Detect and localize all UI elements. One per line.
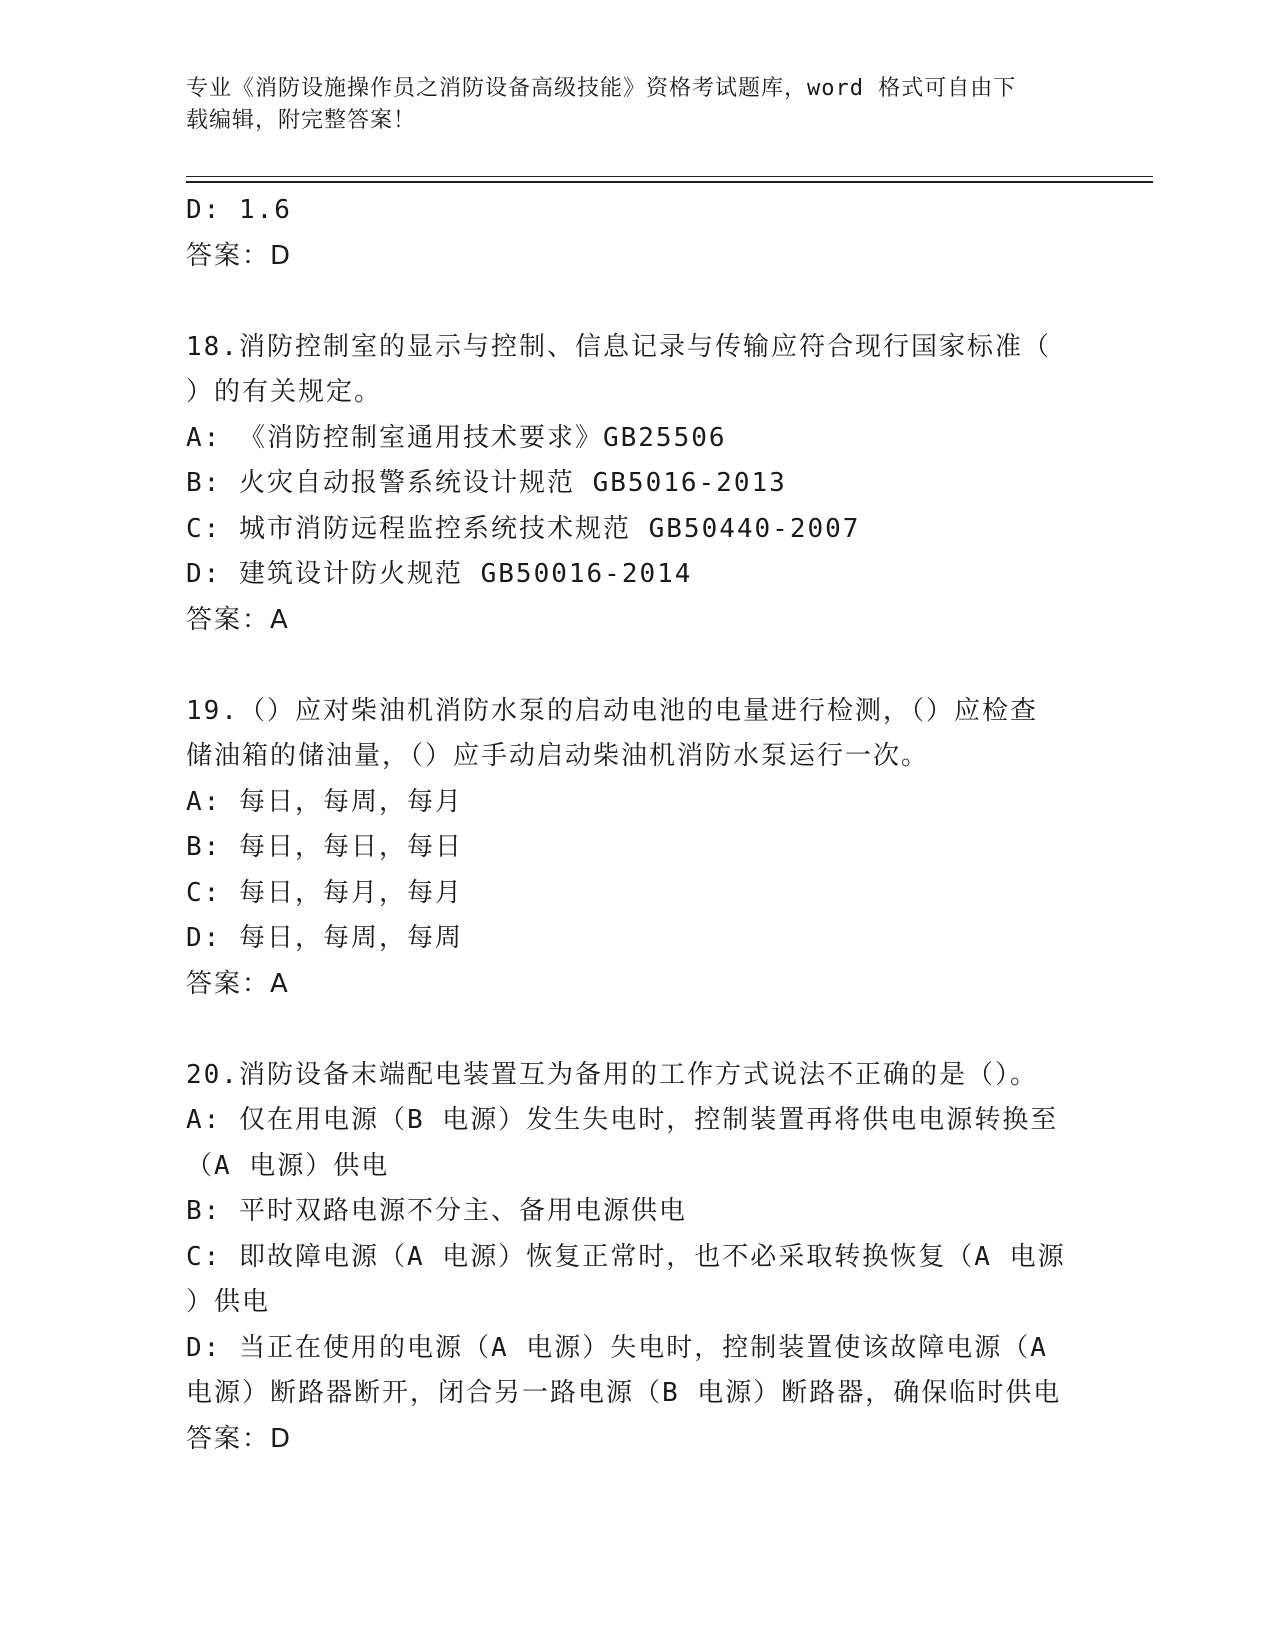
question-content [186,188,1086,1462]
q18-stem-line-1: 18.消防控制室的显示与控制、信息记录与传输应符合现行国家标准（ [186,331,1051,362]
q20-option-c-line-2: ）供电 [186,1287,271,1317]
q20-answer: 答案：D [186,1423,293,1454]
q20-option-c-line-1: C: 即故障电源（A 电源）恢复正常时，也不必采取转换恢复（A 电源 [186,1241,1066,1272]
q20-option-a-line-1: A: 仅在用电源（B 电源）发生失电时，控制装置再将供电电源转换至 [186,1105,1059,1135]
q19-option-c: C: 每日，每月，每月 [186,877,463,908]
q18-option-d: D: 建筑设计防火规范 GB50016-2014 [186,559,693,589]
page-header [186,73,1086,137]
q18-option-b: B: 火灾自动报警系统设计规范 GB5016-2013 [186,468,787,498]
q19-stem-line-2: 储油箱的储油量，（）应手动启动柴油机消防水泵运行一次。 [186,741,930,771]
q19-answer: 答案：A [186,968,290,999]
spacer [186,1007,1086,1053]
q19-option-d: D: 每日，每周，每周 [186,923,463,953]
question-20 [186,1053,1086,1463]
q19-option-a: A: 每日，每周，每月 [186,786,463,817]
q18-stem-line-2: ）的有关规定。 [186,377,383,407]
q20-option-d-line-2: 电源）断路器断开，闭合另一路电源（B 电源）断路器，确保临时供电 [186,1378,1062,1408]
question-19 [186,689,1086,1008]
header-divider-thin [186,176,1153,177]
question-18 [186,325,1086,644]
spacer [186,643,1086,689]
q18-answer: 答案：A [186,604,290,635]
prev-answer: 答案：D [186,240,293,271]
prev-option-d: D: 1.6 [186,195,292,225]
header-line-2: 载编辑，附完整答案！ [186,108,417,133]
q20-option-b: B: 平时双路电源不分主、备用电源供电 [186,1196,687,1226]
q19-stem-line-1: 19.（）应对柴油机消防水泵的启动电池的电量进行检测，（）应检查 [186,695,1038,726]
q18-option-c: C: 城市消防远程监控系统技术规范 GB50440-2007 [186,513,861,544]
spacer [186,279,1086,325]
q20-option-d-line-1: D: 当正在使用的电源（A 电源）失电时，控制装置使该故障电源（A [186,1332,1048,1363]
header-divider-thick [186,181,1153,183]
q20-stem-line-1: 20.消防设备末端配电装置互为备用的工作方式说法不正确的是（）。 [186,1059,1038,1090]
q19-option-b: B: 每日，每日，每日 [186,832,463,862]
header-line-1: 专业《消防设施操作员之消防设备高级技能》资格考试题库，word 格式可自由下 [186,76,1017,101]
q18-option-a: A: 《消防控制室通用技术要求》GB25506 [186,422,727,453]
q20-option-a-line-2: （A 电源）供电 [186,1150,390,1181]
